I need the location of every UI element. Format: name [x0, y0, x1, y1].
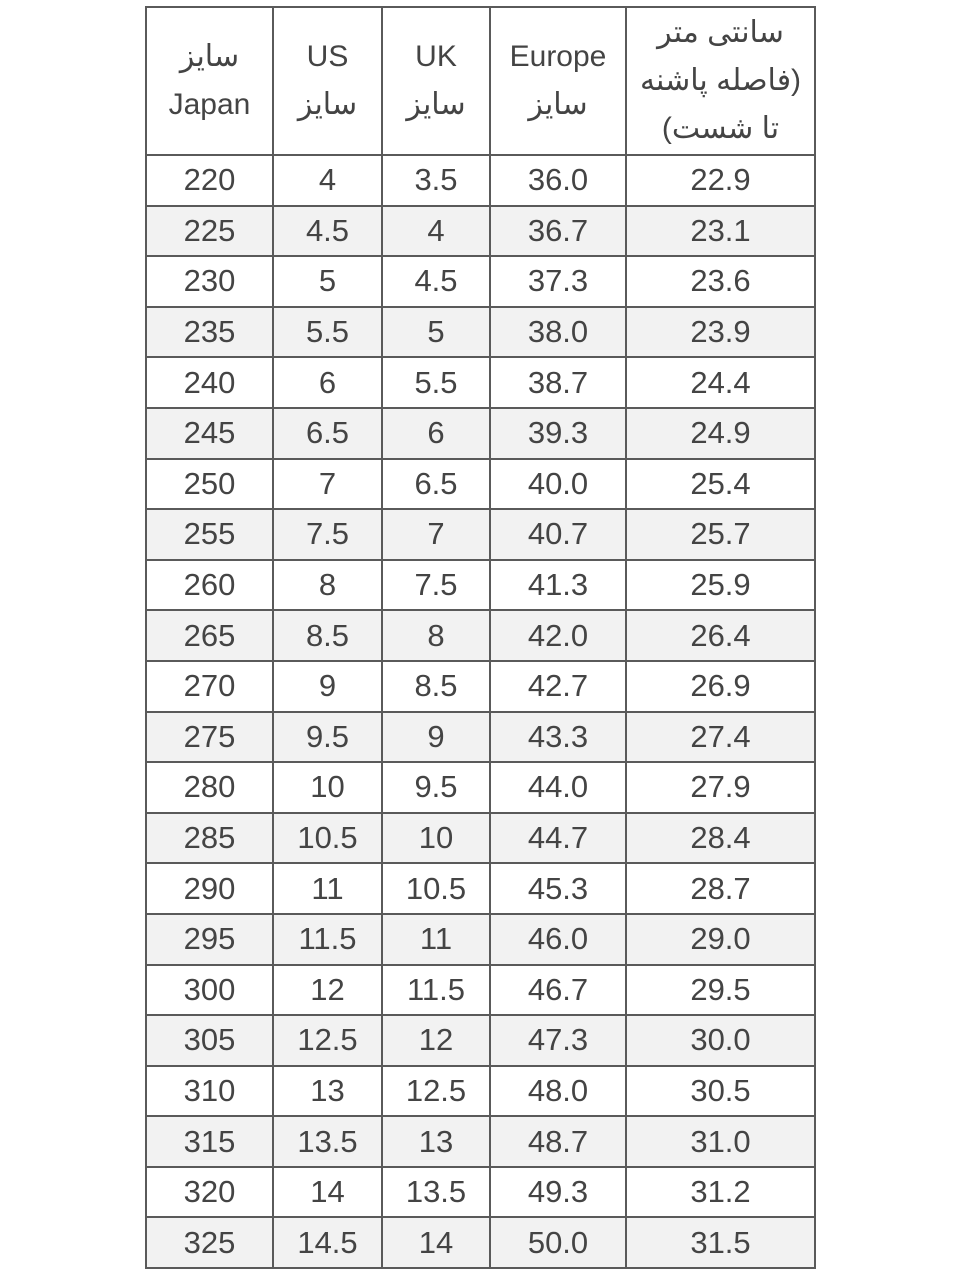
- cell-cm: 30.5: [626, 1066, 815, 1117]
- table-row: [146, 762, 815, 813]
- cell-cm: 25.7: [626, 509, 815, 560]
- header-uk-line-1: UK: [415, 40, 457, 73]
- cell-europe: 42.7: [490, 661, 626, 712]
- cell-uk: 11: [382, 914, 490, 965]
- cell-uk: 12.5: [382, 1066, 490, 1117]
- cell-uk: 13.5: [382, 1167, 490, 1218]
- table-row: [146, 509, 815, 560]
- table-row: [146, 256, 815, 307]
- cell-cm: 27.9: [626, 762, 815, 813]
- table-row: [146, 914, 815, 965]
- cell-cm: 28.4: [626, 813, 815, 864]
- cell-uk: 7: [382, 509, 490, 560]
- header-us-size: [273, 7, 382, 155]
- header-europe-line-1: Europe: [509, 40, 607, 73]
- cell-cm: 23.1: [626, 206, 815, 257]
- cell-cm: 24.4: [626, 357, 815, 408]
- cell-europe: 45.3: [490, 863, 626, 914]
- cell-us: 13: [273, 1066, 382, 1117]
- cell-us: 8: [273, 560, 382, 611]
- table-row: [146, 863, 815, 914]
- cell-europe: 36.7: [490, 206, 626, 257]
- cell-europe: 48.0: [490, 1066, 626, 1117]
- cell-uk: 13: [382, 1116, 490, 1167]
- cell-us: 9.5: [273, 712, 382, 763]
- table-row: [146, 1116, 815, 1167]
- table-row: [146, 813, 815, 864]
- cell-japan: 275: [146, 712, 273, 763]
- cell-europe: 46.0: [490, 914, 626, 965]
- cell-cm: 22.9: [626, 155, 815, 206]
- cell-us: 11: [273, 863, 382, 914]
- cell-us: 5.5: [273, 307, 382, 358]
- cell-europe: 38.0: [490, 307, 626, 358]
- header-row: [146, 7, 815, 155]
- table-row: [146, 357, 815, 408]
- header-uk-size: [382, 7, 490, 155]
- table-row: [146, 408, 815, 459]
- cell-europe: 42.0: [490, 610, 626, 661]
- cell-uk: 4.5: [382, 256, 490, 307]
- table-row: [146, 560, 815, 611]
- cell-europe: 44.0: [490, 762, 626, 813]
- cell-japan: 305: [146, 1015, 273, 1066]
- cell-japan: 280: [146, 762, 273, 813]
- cell-us: 11.5: [273, 914, 382, 965]
- table-row: [146, 1167, 815, 1218]
- cell-uk: 14: [382, 1217, 490, 1268]
- cell-japan: 290: [146, 863, 273, 914]
- cell-europe: 39.3: [490, 408, 626, 459]
- cell-japan: 315: [146, 1116, 273, 1167]
- header-cm-line-1: سانتی متر: [657, 16, 784, 49]
- table-row: [146, 307, 815, 358]
- cell-japan: 265: [146, 610, 273, 661]
- cell-us: 12: [273, 965, 382, 1016]
- cell-uk: 5.5: [382, 357, 490, 408]
- cell-uk: 7.5: [382, 560, 490, 611]
- table-header: [146, 7, 815, 155]
- cell-uk: 8: [382, 610, 490, 661]
- cell-cm: 23.9: [626, 307, 815, 358]
- cell-europe: 38.7: [490, 357, 626, 408]
- cell-cm: 25.9: [626, 560, 815, 611]
- header-foot-length-cm: [626, 7, 815, 155]
- table-row: [146, 459, 815, 510]
- cell-japan: 270: [146, 661, 273, 712]
- cell-japan: 220: [146, 155, 273, 206]
- cell-europe: 41.3: [490, 560, 626, 611]
- cell-europe: 37.3: [490, 256, 626, 307]
- header-japan-line-2: Japan: [168, 88, 251, 121]
- cell-us: 6: [273, 357, 382, 408]
- cell-uk: 9.5: [382, 762, 490, 813]
- cell-europe: 36.0: [490, 155, 626, 206]
- cell-uk: 9: [382, 712, 490, 763]
- table-row: [146, 661, 815, 712]
- cell-europe: 43.3: [490, 712, 626, 763]
- cell-japan: 230: [146, 256, 273, 307]
- cell-us: 9: [273, 661, 382, 712]
- cell-us: 6.5: [273, 408, 382, 459]
- cell-uk: 5: [382, 307, 490, 358]
- cell-us: 14: [273, 1167, 382, 1218]
- table-row: [146, 155, 815, 206]
- header-us-line-2: سایز: [297, 88, 358, 121]
- cell-us: 4: [273, 155, 382, 206]
- header-japan-line-1: سایز: [179, 40, 240, 73]
- header-cm-line-2: (فاصله پاشنه: [639, 64, 802, 97]
- cell-uk: 10: [382, 813, 490, 864]
- table-row: [146, 712, 815, 763]
- cell-cm: 26.4: [626, 610, 815, 661]
- cell-us: 7: [273, 459, 382, 510]
- shoe-size-chart-table: [145, 6, 816, 1269]
- table-body: [146, 155, 815, 1268]
- header-europe-size: [490, 7, 626, 155]
- header-japan-size: [146, 7, 273, 155]
- cell-uk: 11.5: [382, 965, 490, 1016]
- cell-us: 14.5: [273, 1217, 382, 1268]
- cell-cm: 29.5: [626, 965, 815, 1016]
- table-row: [146, 1066, 815, 1117]
- cell-japan: 320: [146, 1167, 273, 1218]
- cell-cm: 31.2: [626, 1167, 815, 1218]
- cell-uk: 3.5: [382, 155, 490, 206]
- cell-japan: 260: [146, 560, 273, 611]
- cell-us: 8.5: [273, 610, 382, 661]
- cell-japan: 300: [146, 965, 273, 1016]
- header-uk-line-2: سایز: [406, 88, 466, 121]
- cell-japan: 295: [146, 914, 273, 965]
- cell-cm: 26.9: [626, 661, 815, 712]
- header-europe-line-2: سایز: [528, 88, 588, 121]
- cell-uk: 4: [382, 206, 490, 257]
- cell-europe: 44.7: [490, 813, 626, 864]
- cell-japan: 255: [146, 509, 273, 560]
- cell-cm: 25.4: [626, 459, 815, 510]
- cell-us: 10: [273, 762, 382, 813]
- cell-cm: 31.0: [626, 1116, 815, 1167]
- cell-japan: 225: [146, 206, 273, 257]
- cell-us: 7.5: [273, 509, 382, 560]
- cell-japan: 285: [146, 813, 273, 864]
- cell-cm: 31.5: [626, 1217, 815, 1268]
- cell-europe: 46.7: [490, 965, 626, 1016]
- cell-europe: 40.0: [490, 459, 626, 510]
- cell-cm: 23.6: [626, 256, 815, 307]
- cell-cm: 30.0: [626, 1015, 815, 1066]
- table-row: [146, 965, 815, 1016]
- cell-uk: 10.5: [382, 863, 490, 914]
- cell-europe: 47.3: [490, 1015, 626, 1066]
- cell-japan: 235: [146, 307, 273, 358]
- header-us-line-1: US: [306, 40, 349, 73]
- cell-japan: 250: [146, 459, 273, 510]
- cell-us: 13.5: [273, 1116, 382, 1167]
- cell-uk: 6.5: [382, 459, 490, 510]
- table-row: [146, 206, 815, 257]
- cell-europe: 50.0: [490, 1217, 626, 1268]
- cell-uk: 6: [382, 408, 490, 459]
- table-row: [146, 610, 815, 661]
- cell-japan: 325: [146, 1217, 273, 1268]
- cell-cm: 28.7: [626, 863, 815, 914]
- cell-japan: 245: [146, 408, 273, 459]
- cell-japan: 310: [146, 1066, 273, 1117]
- cell-japan: 240: [146, 357, 273, 408]
- cell-uk: 8.5: [382, 661, 490, 712]
- table-row: [146, 1217, 815, 1268]
- cell-us: 10.5: [273, 813, 382, 864]
- cell-us: 4.5: [273, 206, 382, 257]
- cell-europe: 48.7: [490, 1116, 626, 1167]
- table-row: [146, 1015, 815, 1066]
- cell-europe: 49.3: [490, 1167, 626, 1218]
- cell-uk: 12: [382, 1015, 490, 1066]
- cell-europe: 40.7: [490, 509, 626, 560]
- cell-us: 12.5: [273, 1015, 382, 1066]
- cell-cm: 27.4: [626, 712, 815, 763]
- header-cm-line-3: تا شست): [661, 112, 780, 145]
- cell-us: 5: [273, 256, 382, 307]
- cell-cm: 29.0: [626, 914, 815, 965]
- cell-cm: 24.9: [626, 408, 815, 459]
